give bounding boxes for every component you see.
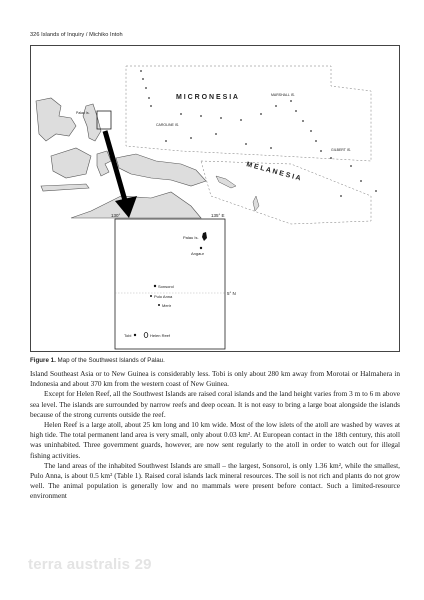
sulawesi-landmass	[97, 151, 111, 176]
label-gilbert: GILBERT IS.	[331, 148, 352, 152]
label-tobi: Tobi	[124, 333, 132, 338]
running-head: 326 Islands of Inquiry / Michiko Intoh	[30, 32, 123, 38]
vanuatu-islands	[253, 196, 259, 211]
angaur-island	[200, 247, 202, 249]
label-palau-upper: Palau Is.	[76, 111, 90, 115]
label-palau: Palau Is.	[183, 235, 199, 240]
tobi-island	[134, 334, 136, 336]
label-135: 135° E	[211, 213, 225, 218]
philippines-landmass	[83, 104, 101, 141]
regional-map	[36, 66, 377, 224]
australia-landmass	[71, 192, 201, 218]
label-melanesia: M E L A N E S I A	[245, 161, 302, 183]
caption-text: Map of the Southwest Islands of Palau.	[55, 357, 165, 364]
micronesia-boundary	[126, 66, 371, 161]
paragraph-2: Except for Helen Reef, all the Southwest Islands are raised coral islands and the land height varies from 3 m to 6 m above sea level. The islands are surrounded by narrow reefs and deep ocean. It is not easy to bring a large boat alongside the islands because of the strong currents outside the reef.	[30, 389, 400, 419]
label-micronesia: M I C R O N E S I A	[176, 94, 238, 101]
paragraph-4: The land areas of the inhabited Southwest Islands are small – the largest, Sonsorol, is only 1.36 km², while the smallest, Pulo Anna, is about 0.5 km² (Table 1). Raised coral islands lack mineral resources. The soil is not rich and plants do not grow well. The animal population is generally low and no mammals were present before contact. Such a limited-resource environment	[30, 460, 400, 501]
label-angaur: Angaur	[191, 251, 204, 256]
figure-map	[30, 45, 400, 352]
label-130: 130°	[111, 213, 121, 218]
body-text	[30, 369, 400, 502]
footer-brand: terra australis 29	[28, 556, 152, 573]
asia-landmass	[36, 98, 76, 141]
map-svg	[31, 46, 401, 353]
paragraph-1: Island Southeast Asia or to New Guinea is considerably less. Tobi is only about 280 km away from Morotai or Halmahera in Indonesia and about 370 km from the western coast of New Guinea.	[30, 369, 400, 389]
paragraph-3: Helen Reef is a large atoll, about 25 km long and 10 km wide. Most of the low islets of the atoll are washed by waves at high tide. The total permanent land area is very small, only about 0.03 km². At European contact in the 18th century, this atoll was uninhabited. Three government guards, however, are now sent regularly to the atoll in order to watch out for illegal fishing activities.	[30, 420, 400, 460]
pulo-anna-island	[150, 295, 152, 297]
label-merir: Merir	[162, 303, 172, 308]
figure-caption	[30, 357, 165, 364]
merir-island	[158, 304, 160, 306]
java-landmass	[41, 184, 89, 191]
caption-label: Figure 1.	[30, 357, 56, 364]
solomon-islands	[216, 176, 236, 188]
sonsorol-island	[154, 285, 156, 287]
borneo-landmass	[51, 148, 91, 178]
label-pulo-anna: Pulo Anna	[154, 294, 173, 299]
label-caroline: CAROLINE IS.	[156, 123, 180, 127]
label-sonsorol: Sonsorol	[158, 284, 174, 289]
label-5n: 5° N	[227, 291, 236, 296]
inset-map	[111, 213, 236, 349]
label-marshall: MARSHALL IS.	[271, 93, 295, 97]
melanesia-boundary	[201, 161, 371, 224]
label-helen-reef: Helen Reef	[150, 333, 171, 338]
new-guinea-landmass	[116, 154, 206, 186]
